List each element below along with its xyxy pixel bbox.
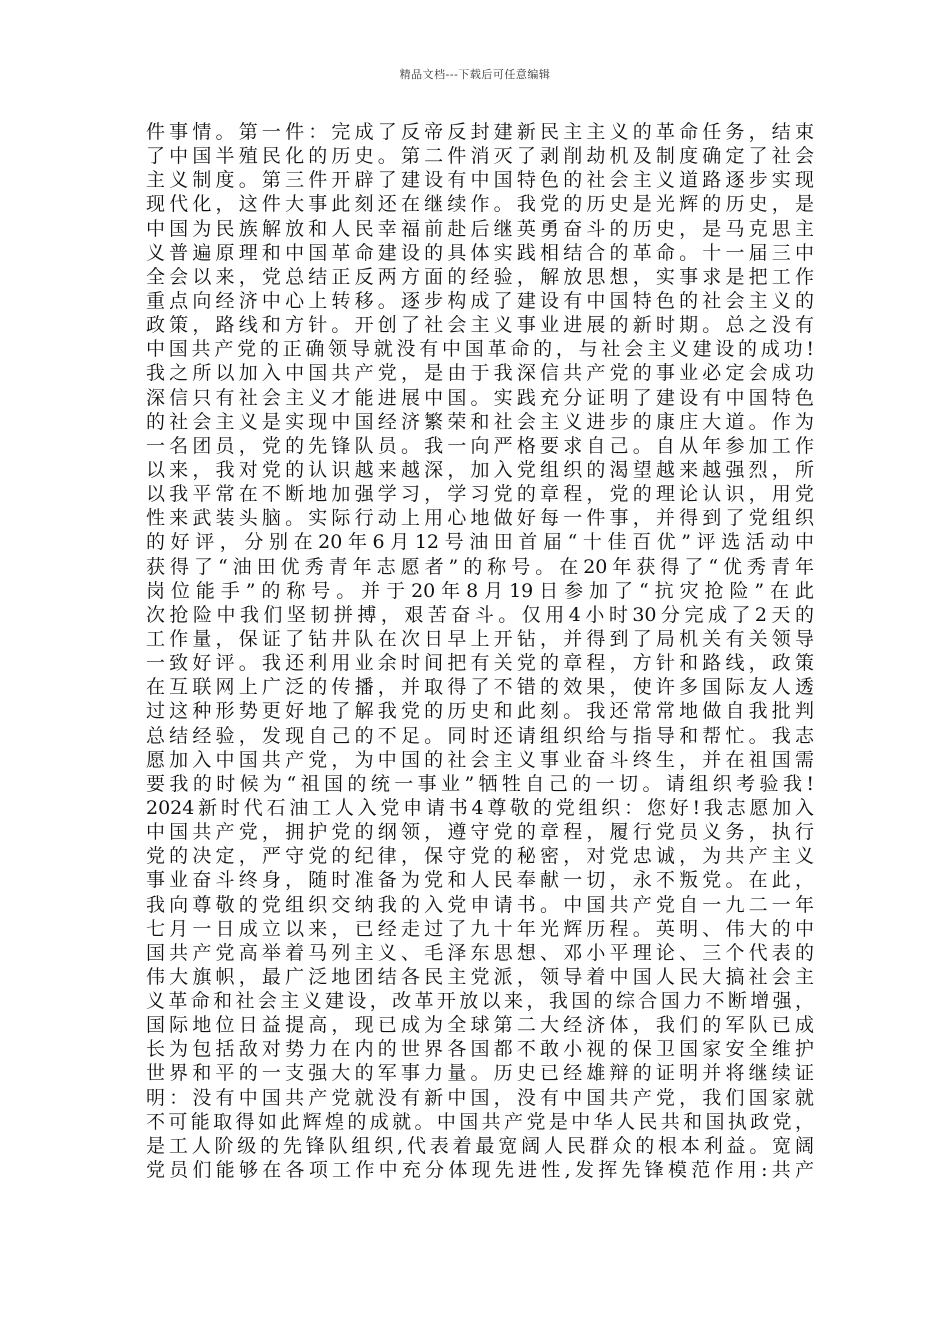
body-line: 的社会主义是实现中国经济繁荣和社会主义进步的康庄大道。作为 — [146, 410, 814, 433]
body-line: 主义制度。第三件开辟了建设有中国特色的社会主义道路逐步实现 — [146, 169, 814, 192]
body-line: 一名团员，党的先锋队员。我一向严格要求自己。自从年参加工作 — [146, 434, 814, 457]
body-line: 总结经验，发现自己的不足。同时还请组织给与指导和帮忙。我志 — [146, 724, 814, 747]
body-line: 要我的时候为“祖国的统一事业”牺牲自己的一切。请组织考验我! — [146, 772, 814, 795]
body-line: 是工人阶级的先锋队组织,代表着最宽阔人民群众的根本利益。宽阔 — [146, 1134, 814, 1157]
body-line: 以我平常在不断地加强学习，学习党的章程，党的理论认识，用党 — [146, 483, 814, 506]
body-line: 以来，我对党的认识越来越深，加入党组织的渴望越来越强烈，所 — [146, 458, 814, 481]
body-line: 在互联网上广泛的传播，并取得了不错的效果，使许多国际友人透 — [146, 676, 814, 699]
body-line: 党的决定，严守党的纪律，保守党的秘密，对党忠诚，为共产主义 — [146, 845, 814, 868]
body-line: 了中国半殖民化的历史。第二件消灭了剥削劫机及制度确定了社会 — [146, 145, 814, 168]
body-line: 党员们能够在各项工作中充分体现先进性,发挥先锋模范作用:共产 — [146, 1159, 814, 1182]
body-line: 中国共产党，拥护党的纲领，遵守党的章程，履行党员义务，执行 — [146, 821, 814, 844]
body-line: 世界和平的一支强大的军事力量。历史已经雄辩的证明并将继续证 — [146, 1062, 814, 1085]
body-line: 伟大旗帜，最广泛地团结各民主党派，领导着中国人民大搞社会主 — [146, 965, 814, 988]
body-line: 愿加入中国共产党，为中国的社会主义事业奋斗终生，并在祖国需 — [146, 748, 814, 771]
body-line: 国共产党高举着马列主义、毛泽东思想、邓小平理论、三个代表的 — [146, 941, 814, 964]
body-line: 现代化，这件大事此刻还在继续作。我党的历史是光辉的历史，是 — [146, 193, 814, 216]
body-line: 一致好评。我还利用业余时间把有关党的章程，方针和路线，政策 — [146, 652, 814, 675]
body-line: 重点向经济中心上转移。逐步构成了建设有中国特色的社会主义的 — [146, 289, 814, 312]
body-line: 工作量，保证了钻井队在次日早上开钻，并得到了局机关有关领导 — [146, 627, 814, 650]
body-line: 全会以来，党总结正反两方面的经验，解放思想，实事求是把工作 — [146, 265, 814, 288]
page-header: 精品文档---下载后可任意编辑 — [399, 68, 551, 81]
body-line: 过这种形势更好地了解我党的历史和此刻。我还常常地做自我批判 — [146, 700, 814, 723]
body-line: 我向尊敬的党组织交纳我的入党申请书。中国共产党自一九二一年 — [146, 893, 814, 916]
body-line: 的好评，分别在20年6月12号油田首届“十佳百优”评选活动中 — [146, 531, 814, 554]
body-line: 明：没有中国共产党就没有新中国，没有中国共产党，我们国家就 — [146, 1086, 814, 1109]
body-line: 岗位能手”的称号。并于20年8月19日参加了“抗灾抢险”在此 — [146, 579, 814, 602]
body-line: 中国为民族解放和人民幸福前赴后继英勇奋斗的历史，是马克思主 — [146, 217, 814, 240]
body-line: 件事情。第一件：完成了反帝反封建新民主主义的革命任务，结束 — [146, 121, 814, 143]
body-line: 性来武装头脑。实际行动上用心地做好每一件事，并得到了党组织 — [146, 507, 814, 530]
body-line: 国际地位日益提高，现已成为全球第二大经济体，我们的军队已成 — [146, 1014, 814, 1037]
body-line: 我之所以加入中国共产党，是由于我深信共产党的事业必定会成功 — [146, 362, 814, 385]
body-line: 事业奋斗终身，随时准备为党和人民奉献一切，永不叛党。在此， — [146, 869, 814, 892]
body-line: 2024新时代石油工人入党申请书4尊敬的党组织：您好!我志愿加入 — [146, 796, 814, 819]
body-line: 次抢险中我们坚韧拼搏，艰苦奋斗。仅用4小时30分完成了2天的 — [146, 603, 814, 626]
body-line: 政策，路线和方针。开创了社会主义事业进展的新时期。总之没有 — [146, 314, 814, 337]
body-line: 不可能取得如此辉煌的成就。中国共产党是中华人民共和国执政党， — [146, 1110, 814, 1133]
body-text — [146, 120, 814, 1182]
body-line: 长为包括敌对势力在内的世界各国都不敢小视的保卫国家安全维护 — [146, 1038, 814, 1061]
body-line: 深信只有社会主义才能进展中国。实践充分证明了建设有中国特色 — [146, 386, 814, 409]
body-line: 获得了“油田优秀青年志愿者”的称号。在20年获得了“优秀青年 — [146, 555, 814, 578]
body-line: 七月一日成立以来，已经走过了九十年光辉历程。英明、伟大的中 — [146, 917, 814, 940]
body-line: 中国共产党的正确领导就没有中国革命的，与社会主义建设的成功! — [146, 338, 814, 361]
body-line: 义普遍原理和中国革命建设的具体实践相结合的革命。十一届三中 — [146, 241, 814, 264]
body-line: 义革命和社会主义建设，改革开放以来，我国的综合国力不断增强， — [146, 990, 814, 1013]
